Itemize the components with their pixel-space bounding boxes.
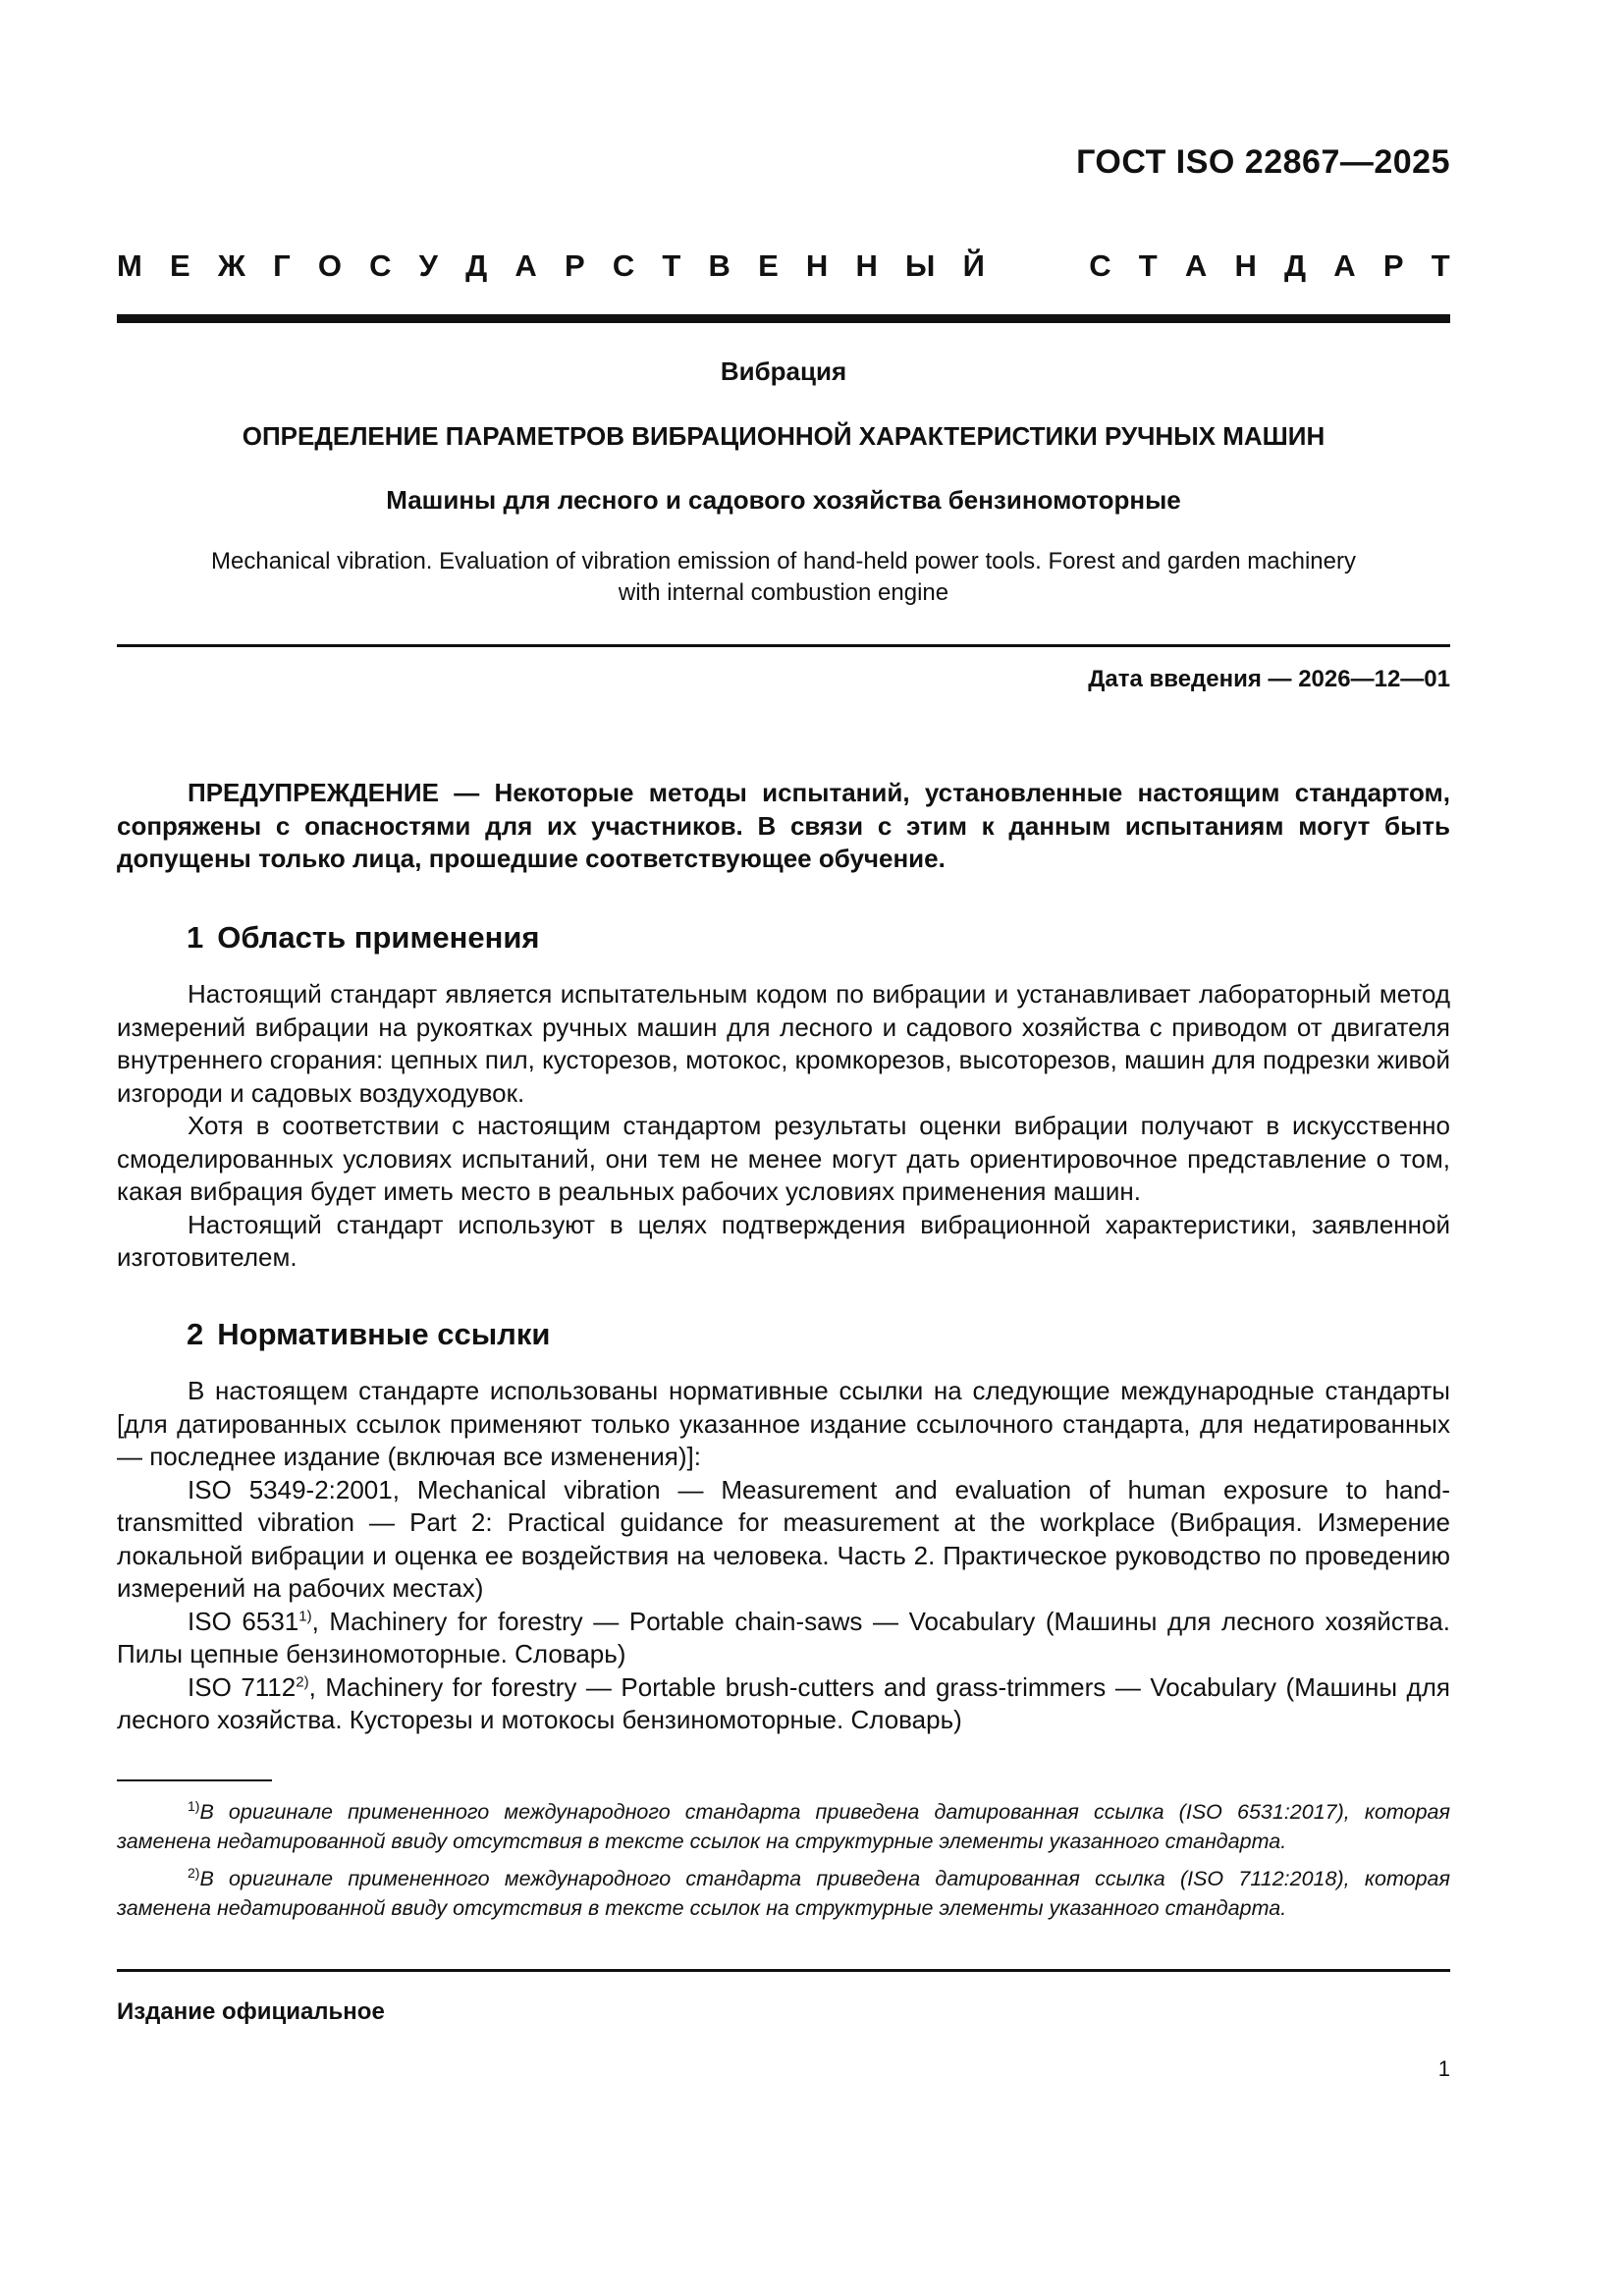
footnote-text: В оригинале примененного международного стандарта приведена датированная ссылка (ISO 6531:2017), которая заменена недатированной ввиду отсутствия в тексте ссылок на структурные элементы указанного стандарта. xyxy=(117,1800,1450,1853)
reference-code: ISO 7112 xyxy=(188,1671,297,1702)
warning-text: ПРЕДУПРЕЖДЕНИЕ — Некоторые методы испытаний, установленные настоящим стандартом, сопряжены с опасностями для их участников. В связи с этим к данным испытаниям могут быть допущены только лица, прошедшие соответствующее обучение. xyxy=(117,778,1450,873)
banner-letter: А xyxy=(1184,248,1208,283)
reference-text: , Machinery for forestry — Portable chain-saws — Vocabulary (Машины для лесного хозяйства. Пилы цепные бензиномоторные. Словарь) xyxy=(117,1606,1450,1668)
banner-letter: Т xyxy=(1138,248,1158,283)
banner-letter: Т xyxy=(662,248,681,283)
official-edition-label: Издание официальное xyxy=(117,1998,385,2025)
banner-letter: С xyxy=(369,248,392,283)
paragraph: В настоящем стандарте использованы нормативные ссылки на следующие международные стандарты [для датированных ссылок применяют только указанное издание ссылочного стандарта, для недатированных — последнее издание (включая все изменения)]: xyxy=(117,1376,1450,1471)
banner-letter: В xyxy=(708,248,730,283)
title-english-line: Mechanical vibration. Evaluation of vibration emission of hand-held power tools. Forest and garden machinery xyxy=(211,548,1356,574)
footnote-text: В оригинале примененного международного стандарта приведена датированная ссылка (ISO 7112:2018), которая заменена недатированной ввиду отсутствия в тексте ссылок на структурные элементы указанного стандарта. xyxy=(117,1867,1450,1920)
footnotes xyxy=(117,1797,1450,1931)
title-english-line: with internal combustion engine xyxy=(618,579,949,606)
footer-divider xyxy=(117,1969,1450,1972)
paragraph: Настоящий стандарт используют в целях подтверждения вибрационной характеристики, заявленной изготовителем. xyxy=(117,1209,1450,1272)
section-title: Область применения xyxy=(217,920,540,955)
banner-letter: Ы xyxy=(905,248,936,283)
footnote xyxy=(117,1864,1450,1923)
title-divider xyxy=(117,644,1450,647)
section-number: 2 xyxy=(187,1317,204,1351)
banner-letter: Н xyxy=(1234,248,1257,283)
reference-code: ISO 6531 xyxy=(188,1606,299,1636)
title-main: ОПРЕДЕЛЕНИЕ ПАРАМЕТРОВ ВИБРАЦИОННОЙ ХАРАКТЕРИСТИКИ РУЧНЫХ МАШИН xyxy=(242,421,1325,451)
reference-text: , Machinery for forestry — Portable brush-cutters and grass-trimmers — Vocabulary (Машины для лесного хозяйства. Кусторезы и мотокосы бензиномоторные. Словарь) xyxy=(117,1671,1450,1734)
reference-iso-5349-2: ISO 5349-2:2001, Mechanical vibration — Measurement and evaluation of human exposure to hand-transmitted vibration — Part 2: Practical guidance for measurement at the workplace (Вибрация. Измерение локальной вибрации и оценка ее воздействия на человека. Часть 2. Практическое руководство по проведению измерений на рабочих местах) xyxy=(117,1474,1450,1603)
banner-letter: Г xyxy=(273,248,291,283)
banner-letter: Н xyxy=(805,248,829,283)
banner-gap xyxy=(1012,248,1061,284)
section-1-body xyxy=(117,978,1450,1275)
section-1-heading xyxy=(187,920,540,956)
standard-id: ГОСТ ISO 22867—2025 xyxy=(1076,143,1450,181)
footnote xyxy=(117,1797,1450,1856)
banner-letter: У xyxy=(418,248,438,283)
banner-letter: Р xyxy=(1382,248,1404,283)
section-2-body xyxy=(117,1375,1450,1737)
banner-letter: Н xyxy=(855,248,878,283)
banner-letter: Р xyxy=(564,248,585,283)
banner-letter: Е xyxy=(170,248,190,283)
page-number: 1 xyxy=(1437,2056,1450,2081)
banner-letter: Д xyxy=(465,248,488,283)
footnote-separator xyxy=(117,1779,272,1781)
footnote-marker: 2) xyxy=(296,1672,309,1690)
banner-letter: Т xyxy=(1431,248,1450,283)
header-divider xyxy=(117,314,1450,323)
banner-letter: А xyxy=(1333,248,1356,283)
section-number: 1 xyxy=(187,920,204,955)
section-2-heading xyxy=(187,1317,550,1352)
banner-letter: Е xyxy=(758,248,779,283)
banner-letter: С xyxy=(1089,248,1111,283)
banner-letter: О xyxy=(317,248,342,283)
banner-letter: Ж xyxy=(217,248,245,283)
footnote-mark: 1) xyxy=(188,1797,200,1814)
footnote-marker: 1) xyxy=(298,1607,312,1624)
title-english xyxy=(117,546,1450,609)
banner-letter: Й xyxy=(962,248,985,283)
reference-iso-7112 xyxy=(117,1671,1450,1737)
warning-block xyxy=(117,777,1450,876)
footnote-mark: 2) xyxy=(188,1864,200,1881)
title-subtitle: Машины для лесного и садового хозяйства бензиномоторные xyxy=(386,485,1181,515)
introduction-date: Дата введения — 2026—12—01 xyxy=(1088,666,1450,692)
paragraph: Хотя в соответствии с настоящим стандартом результаты оценки вибрации получают в искусственно смоделированных условиях испытаний, они тем не менее могут дать ориентировочное представление о том, какая вибрация будет иметь место в реальных рабочих условиях применения машин. xyxy=(117,1111,1450,1206)
section-title: Нормативные ссылки xyxy=(217,1317,551,1351)
banner-letter: М xyxy=(117,248,142,283)
banner-letter: С xyxy=(612,248,635,283)
title-topic: Вибрация xyxy=(720,356,847,386)
reference-iso-6531 xyxy=(117,1606,1450,1671)
paragraph: Настоящий стандарт является испытательным кодом по вибрации и устанавливает лабораторный метод измерений вибрации на рукоятках ручных машин для лесного и садового хозяйства с приводом от двигателя внутреннего сгорания: цепных пил, кусторезов, мотокос, кромкорезов, высоторезов, машин для подрезки живой изгороди и садовых воздуходувок. xyxy=(117,979,1451,1108)
interstate-standard-banner xyxy=(117,248,1450,284)
banner-letter: А xyxy=(514,248,537,283)
banner-letter: Д xyxy=(1284,248,1307,283)
